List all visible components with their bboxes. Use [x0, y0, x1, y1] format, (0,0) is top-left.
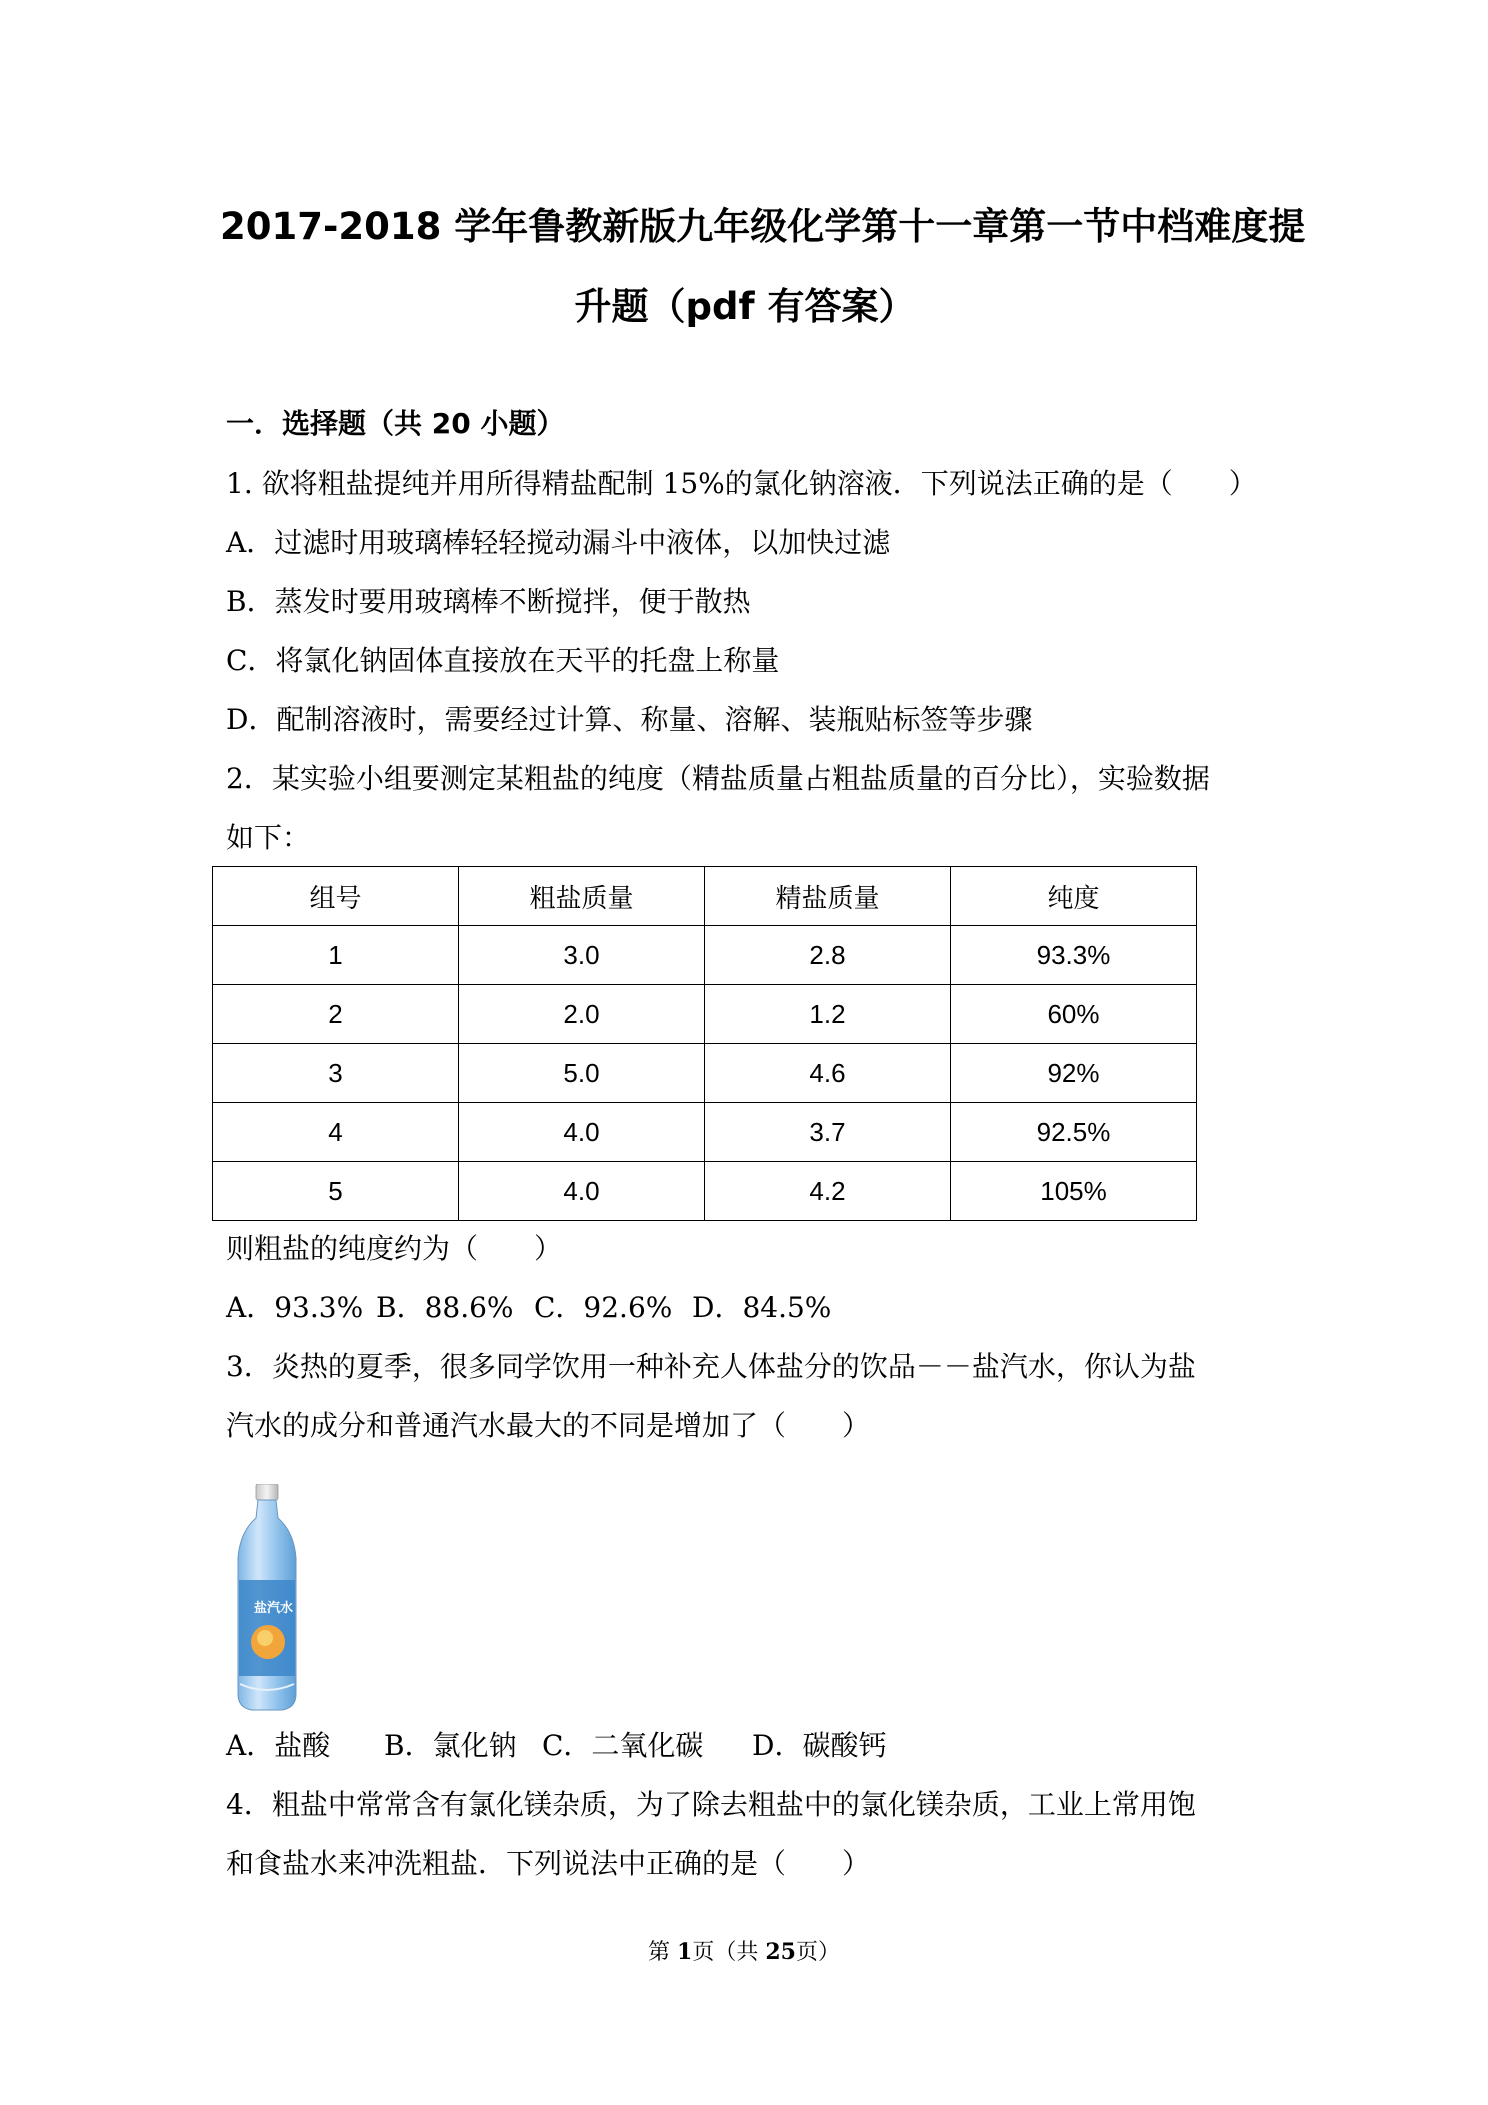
q1-option-a: A．过滤时用玻璃棒轻轻搅动漏斗中液体，以加快过滤 — [226, 526, 891, 559]
table-cell: 2 — [213, 985, 459, 1044]
table-cell: 4.2 — [705, 1162, 951, 1221]
q2-option-d: D．84.5% — [692, 1291, 832, 1324]
q1-option-d: D．配制溶液时，需要经过计算、称量、溶解、装瓶贴标签等步骤 — [226, 703, 1033, 736]
table-cell: 5.0 — [459, 1044, 705, 1103]
q1-option-c: C．将氯化钠固体直接放在天平的托盘上称量 — [226, 644, 780, 677]
q3-option-b: B．氯化钠 — [384, 1729, 517, 1762]
q2-stem-line2: 如下： — [226, 821, 311, 854]
table-header-cell: 组号 — [213, 867, 459, 926]
table-row — [213, 1162, 1197, 1221]
table-cell: 1 — [213, 926, 459, 985]
q2-stem-line1: 2．某实验小组要测定某粗盐的纯度（精盐质量占粗盐质量的百分比），实验数据 — [226, 762, 1210, 795]
table-cell: 60% — [951, 985, 1197, 1044]
table-cell: 2.0 — [459, 985, 705, 1044]
q3-option-a: A．盐酸 — [226, 1729, 331, 1762]
table-cell: 4 — [213, 1103, 459, 1162]
q4-stem-line1: 4．粗盐中常常含有氯化镁杂质，为了除去粗盐中的氯化镁杂质，工业上常用饱 — [226, 1788, 1196, 1821]
q2-option-c: C．92.6% — [534, 1291, 673, 1324]
table-cell: 92% — [951, 1044, 1197, 1103]
footer-suffix: 页） — [795, 1940, 840, 1965]
table-cell: 3 — [213, 1044, 459, 1103]
table-row — [213, 1103, 1197, 1162]
section-heading: 一．选择题（共 20 小题） — [226, 407, 565, 440]
footer-middle: 页（共 — [692, 1940, 766, 1965]
q3-option-c: C．二氧化碳 — [542, 1729, 704, 1762]
table-cell: 5 — [213, 1162, 459, 1221]
q1-stem: 1. 欲将粗盐提纯并用所得精盐配制 15%的氯化钠溶液．下列说法正确的是（ ） — [226, 467, 1257, 500]
q2-question: 则粗盐的纯度约为（ ） — [226, 1232, 563, 1265]
q4-stem-line2: 和食盐水来冲洗粗盐．下列说法中正确的是（ ） — [226, 1847, 871, 1880]
table-cell: 92.5% — [951, 1103, 1197, 1162]
table-row — [213, 985, 1197, 1044]
table-header-cell: 纯度 — [951, 867, 1197, 926]
doc-title-line2: 升题（pdf 有答案） — [574, 285, 916, 328]
salt-purity-table — [212, 866, 1197, 1221]
q2-option-b: B．88.6% — [376, 1291, 514, 1324]
doc-title-line1: 2017-2018 学年鲁教新版九年级化学第十一章第一节中档难度提 — [220, 205, 1306, 248]
q2-option-a: A．93.3% — [226, 1291, 364, 1324]
table-cell: 93.3% — [951, 926, 1197, 985]
q3-stem-line1: 3．炎热的夏季，很多同学饮用一种补充人体盐分的饮品－－盐汽水，你认为盐 — [226, 1350, 1196, 1383]
footer-total-pages: 25 — [765, 1939, 796, 1965]
table-cell: 4.0 — [459, 1162, 705, 1221]
bottle-label-text: 盐汽水 — [254, 1601, 294, 1616]
table-row — [213, 1044, 1197, 1103]
page-footer — [0, 1935, 1488, 1966]
q2-options — [226, 1291, 831, 1325]
table-header-cell: 精盐质量 — [705, 867, 951, 926]
table-cell: 105% — [951, 1162, 1197, 1221]
table-header-row — [213, 867, 1197, 926]
q3-options — [226, 1729, 886, 1763]
table-header-cell: 粗盐质量 — [459, 867, 705, 926]
table-row — [213, 926, 1197, 985]
q3-stem-line2: 汽水的成分和普通汽水最大的不同是增加了（ ） — [226, 1409, 871, 1442]
q3-option-d: D．碳酸钙 — [752, 1729, 887, 1762]
q1-option-b: B．蒸发时要用玻璃棒不断搅拌，便于散热 — [226, 585, 751, 618]
table-cell: 3.7 — [705, 1103, 951, 1162]
footer-page-number: 1 — [677, 1939, 693, 1965]
table-cell: 2.8 — [705, 926, 951, 985]
table-cell: 4.6 — [705, 1044, 951, 1103]
table-cell: 1.2 — [705, 985, 951, 1044]
salt-soda-bottle-image — [232, 1484, 302, 1712]
footer-prefix: 第 — [648, 1940, 678, 1965]
table-cell: 3.0 — [459, 926, 705, 985]
table-cell: 4.0 — [459, 1103, 705, 1162]
